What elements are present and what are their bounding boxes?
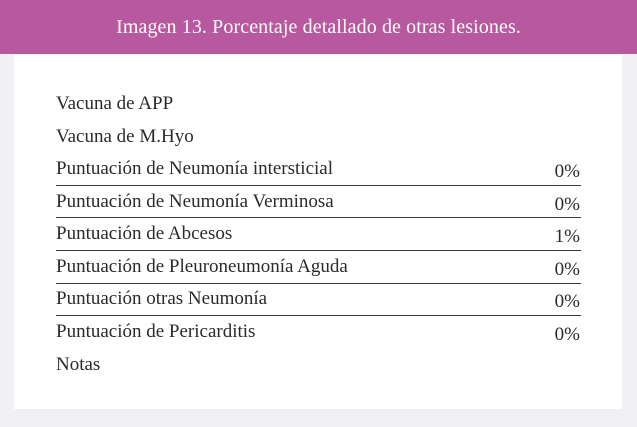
row-label: Puntuación de Abcesos — [56, 223, 233, 245]
lesion-list — [56, 88, 581, 381]
row-label: Puntuación de Neumonía Verminosa — [56, 190, 334, 212]
row-notas — [56, 349, 581, 382]
page-title: Imagen 13. Porcentaje detallado de otras lesiones. — [116, 15, 521, 38]
row-value — [580, 134, 581, 140]
row-neumonia-intersticial — [56, 153, 581, 186]
row-label: Puntuación de Neumonía intersticial — [56, 157, 334, 179]
row-value: 0% — [554, 324, 580, 346]
row-pericarditis — [56, 316, 581, 349]
row-value — [580, 101, 581, 107]
row-label: Puntuación otras Neumonía — [56, 288, 268, 310]
row-label: Vacuna de M.Hyo — [56, 125, 194, 147]
row-value: 0% — [554, 160, 580, 182]
row-otras-neumonia — [56, 284, 581, 317]
row-value: 0% — [554, 258, 580, 280]
row-vacuna-mhyo — [56, 121, 581, 154]
row-label: Puntuación de Pericarditis — [56, 321, 256, 343]
row-value: 0% — [554, 193, 580, 215]
row-value: 1% — [554, 226, 580, 248]
header-banner — [0, 0, 637, 54]
row-value: 0% — [554, 291, 580, 313]
row-label: Notas — [56, 354, 101, 376]
row-value — [580, 362, 581, 368]
row-abcesos — [56, 218, 581, 251]
row-label: Vacuna de APP — [56, 93, 174, 115]
row-label: Puntuación de Pleuroneumonía Aguda — [56, 255, 348, 277]
row-pleuroneumonia-aguda — [56, 251, 581, 284]
row-neumonia-verminosa — [56, 186, 581, 219]
row-vacuna-app — [56, 88, 581, 121]
lesion-card — [14, 54, 622, 409]
